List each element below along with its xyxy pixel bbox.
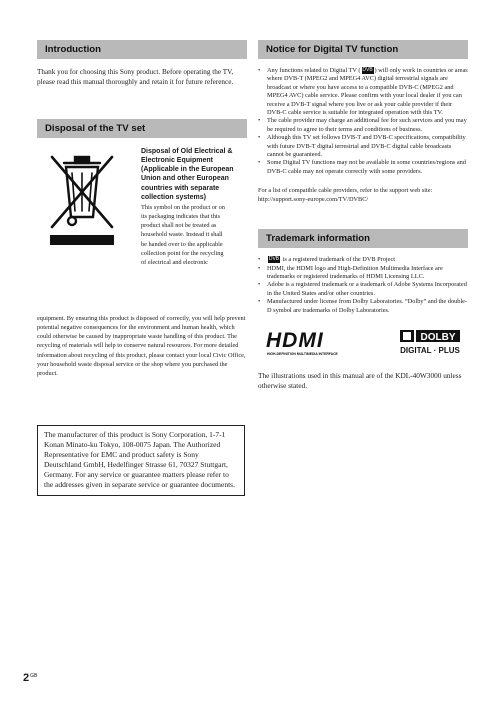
list-item: [258, 117, 468, 134]
bullet-text: Manufactured under license from Dolby Laboratories. “Dolby” and the double-D symbol are trademarks of Dolby Laboratories.: [267, 298, 468, 314]
bullet-icon: •: [258, 256, 261, 264]
list-item: [258, 67, 468, 117]
hdmi-logo-text: HDMI: [266, 328, 324, 352]
disposal-line: This symbol on the product or on: [141, 203, 225, 211]
dolby-logo-icon: [400, 327, 462, 357]
manufacturer-box: [37, 425, 245, 497]
left-column: [37, 40, 247, 496]
list-item: [258, 298, 468, 315]
bullet-text: Some Digital TV functions may not be available in some countries/regions and DVB-C cable may not operate correctly with some providers.: [267, 159, 466, 175]
disposal-body-rest: equipment. By ensuring this product is disposed of correctly, you will help prevent potential negative consequences for the environment and human health, which could otherwise be caused by inappropriate waste handling of this product. The recycling of materials will help to conserve natural resources. For more detailed information about recycling of this product, please contact your local Civic Office, your household waste disposal service or the shop where you purchased the product.: [37, 314, 246, 378]
list-item: [258, 134, 468, 159]
list-item: [258, 281, 468, 298]
logos-row: [258, 323, 468, 359]
dvb-logo-icon: DVB: [268, 256, 280, 263]
disposal-heading: Disposal of the TV set: [37, 119, 247, 138]
bullet-icon: •: [258, 134, 261, 142]
bullet-text: is a registered trademark of the DVB Project: [282, 256, 396, 264]
bullet-text: Any functions related to Digital TV (: [267, 67, 361, 74]
bullet-icon: •: [258, 67, 261, 74]
bullet-text: The cable provider may charge an additional fee for such services and you may be required to agree to their terms and conditions of business.: [267, 117, 467, 133]
illustrations-note: The illustrations used in this manual are of the KDL-40W3000 unless otherwise stated.: [258, 370, 462, 390]
disposal-body-top: [141, 203, 251, 268]
digital-tv-bullets: [258, 67, 468, 176]
disposal-line: household waste. Instead it shall: [141, 231, 223, 239]
page-number-suffix: GB: [30, 673, 38, 679]
dolby-logo-text: DOLBY: [420, 331, 456, 343]
bullet-text: ) will only work in countries or areas where DVB-T (MPEG2 and MPEG4 AVC) digital terrestrial signals are broadcast or where you have access to a compatible DVB-C (MPEG2 and MPEG4 AVC) cable service. Please confirm with your local dealer if you can receive a DVB-T signal where you live or ask your cable provider if their DVB-C cable service is suitable for integrated operation with this TV.: [267, 67, 468, 117]
disposal-line: be handed over to the applicable: [141, 240, 223, 248]
bullet-text: Adobe is a registered trademark or a trademark of Adobe Systems Incorporated in the United States and/or other countries.: [267, 281, 467, 297]
right-column: [258, 40, 468, 391]
page-number-value: 2: [23, 672, 30, 684]
disposal-line: of electrical and electronic: [141, 259, 208, 267]
disposal-line: collection point for the recycling: [141, 250, 224, 258]
bullet-icon: •: [258, 159, 261, 167]
disposal-block: [37, 145, 247, 267]
trademark-heading: Trademark information: [258, 229, 468, 248]
bullet-icon: •: [258, 281, 261, 289]
bullet-text: Although this TV set follows DVB-T and DVB-C specifications, compatibility with future DVB-T digital terrestrial and DVB-C digital cable broadcasts cannot be guaranteed.: [267, 134, 466, 159]
digital-tv-heading: Notice for Digital TV function: [258, 40, 468, 59]
page-number: [23, 672, 37, 684]
manufacturer-text: The manufacturer of this product is Sony Corporation, 1-7-1 Konan Minato-ku Tokyo, 108-0075 Japan. The Authorized Representative for EMC and product safety is Sony Deutschland GmbH, Hedelfinger Strasse 61, 70327 Stuttgart, Germany. For any service or guarantee matters please refer to the addresses given in separate service or guarantee documents.: [44, 429, 235, 490]
bullet-icon: •: [258, 117, 261, 125]
introduction-text: Thank you for choosing this Sony product. Before operating the TV, please read this manual thoroughly and retain it for future reference.: [37, 68, 234, 86]
support-text: For a list of compatible cable providers, refer to the support web site:: [258, 187, 433, 195]
disposal-line: product shall not be treated as: [141, 222, 217, 230]
list-item: [258, 265, 468, 282]
list-item: [258, 159, 468, 176]
hdmi-logo-sub: HIGH-DEFINITION MULTIMEDIA INTERFACE: [267, 351, 338, 356]
bullet-icon: •: [258, 264, 261, 272]
trademark-bullets: [258, 256, 468, 315]
dolby-logo-sub: DIGITAL · PLUS: [400, 345, 460, 355]
crossed-out-wheeled-bin-icon: [42, 149, 122, 249]
disposal-title: Disposal of Old Electrical & Electronic Equipment (Applicable in the European Union and other European countries with separate collection systems): [141, 147, 234, 202]
bullet-text: HDMI, the HDMI logo and High-Definition Multimedia Interface are trademarks or registered trademarks of HDMI Licensing LLC.: [267, 264, 443, 280]
disposal-line: its packaging indicates that this: [141, 212, 221, 220]
bullet-icon: •: [258, 298, 261, 306]
hdmi-logo-icon: [266, 327, 350, 357]
dvb-logo-icon: DVB: [362, 67, 373, 74]
support-link[interactable]: http://support.sony-europe.com/TV/DVBC/: [258, 195, 369, 203]
support-info: [258, 187, 468, 204]
introduction-heading: Introduction: [37, 40, 247, 59]
list-item: [258, 256, 468, 264]
